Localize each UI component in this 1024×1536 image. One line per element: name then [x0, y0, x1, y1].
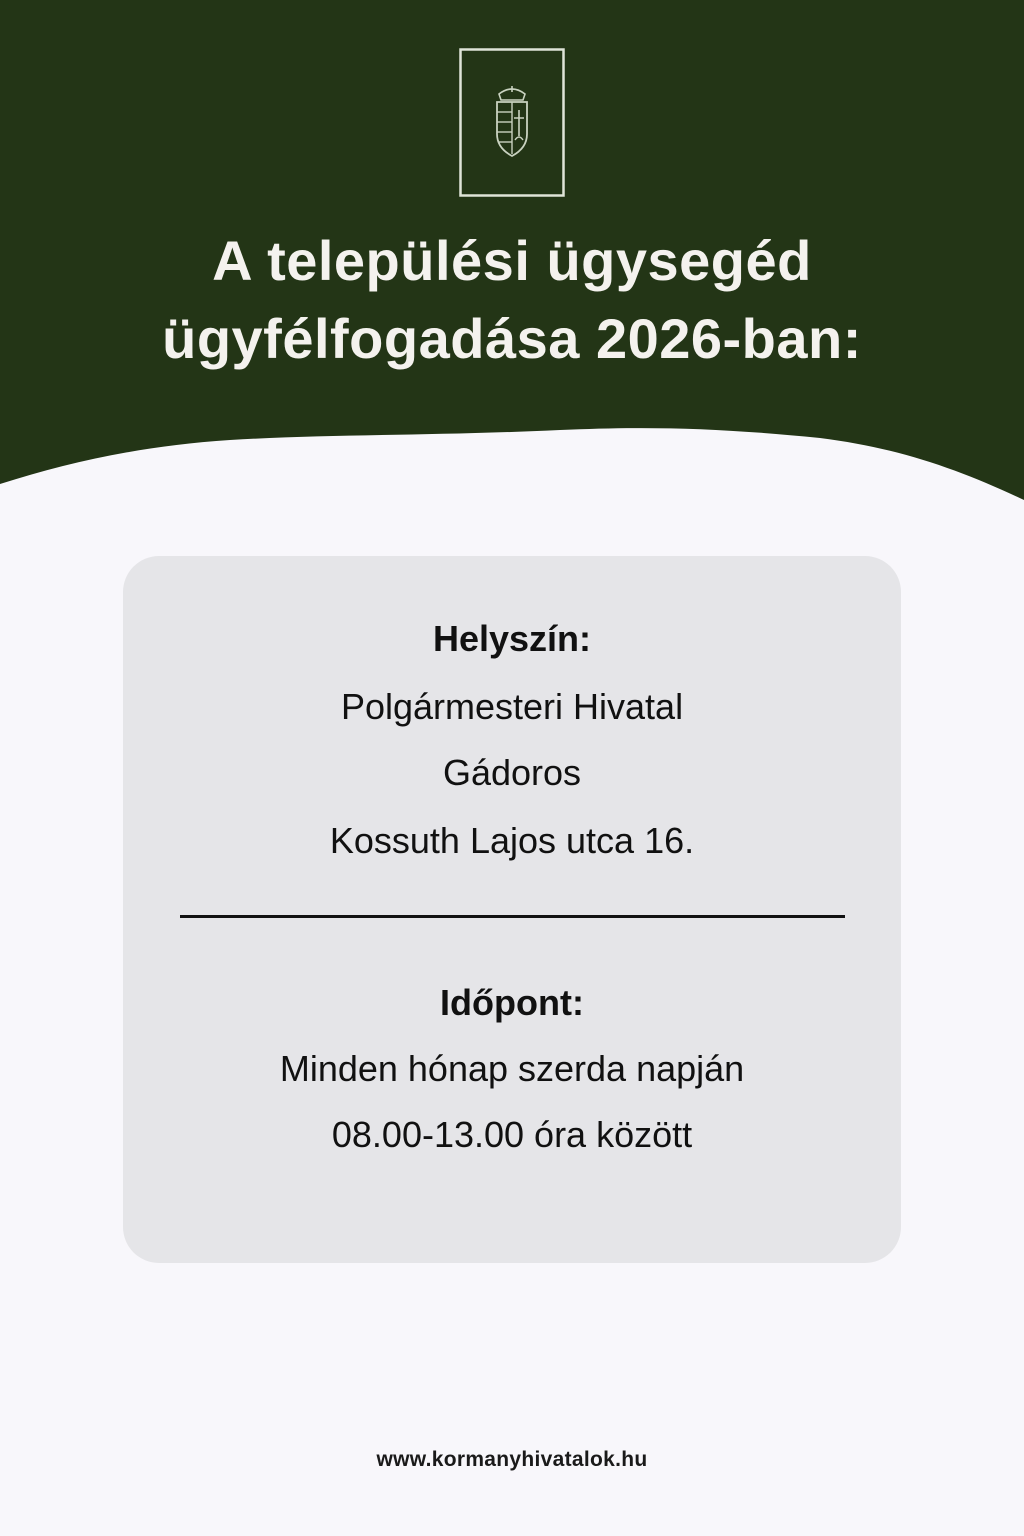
time-line-1: Minden hónap szerda napján	[279, 1048, 745, 1089]
location-line-2: Gádoros	[442, 752, 582, 793]
info-card	[123, 556, 901, 1263]
title-line-1: A települési ügysegéd	[212, 229, 812, 292]
website-link[interactable]: www.kormanyhivatalok.hu	[376, 1448, 648, 1471]
location-line-3: Kossuth Lajos utca 16.	[329, 820, 695, 861]
location-line-1: Polgármesteri Hivatal	[340, 686, 684, 727]
page-title	[0, 222, 1024, 378]
time-heading: Időpont:	[440, 982, 584, 1023]
title-line-2: ügyfélfogadása 2026-ban:	[162, 307, 862, 370]
hungarian-coat-of-arms-icon	[459, 48, 565, 197]
section-divider	[180, 915, 845, 918]
location-heading: Helyszín:	[432, 618, 592, 659]
time-line-2: 08.00-13.00 óra között	[331, 1114, 693, 1155]
header-banner	[0, 0, 1024, 500]
